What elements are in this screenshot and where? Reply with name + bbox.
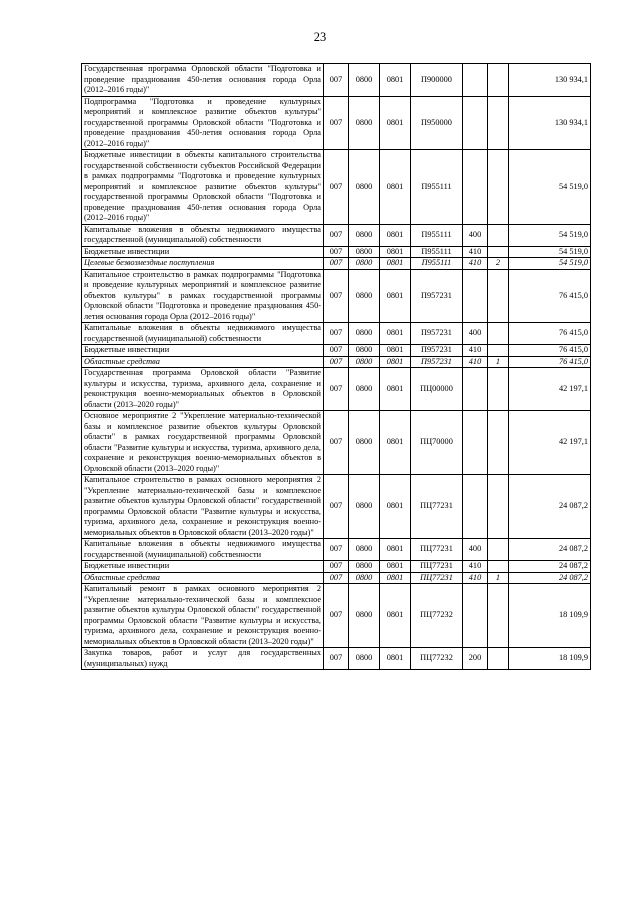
cell-expense-type — [463, 368, 488, 411]
table-row — [82, 96, 591, 150]
cell-funds-source — [488, 648, 509, 670]
cell-grbs: 007 — [324, 345, 349, 357]
cell-subsection: 0801 — [380, 345, 411, 357]
cell-section: 0800 — [349, 323, 380, 345]
cell-name: Капитальные вложения в объекты недвижимого имущества государственной (муниципальной) собственности — [82, 224, 324, 246]
cell-target-article: ПЦ70000 — [411, 411, 463, 475]
cell-amount: 54 519,0 — [509, 258, 591, 270]
cell-target-article: П957231 — [411, 269, 463, 323]
table-row — [82, 368, 591, 411]
cell-amount: 18 109,9 — [509, 584, 591, 648]
cell-funds-source: 1 — [488, 572, 509, 584]
cell-section: 0800 — [349, 258, 380, 270]
cell-section: 0800 — [349, 561, 380, 573]
cell-subsection: 0801 — [380, 475, 411, 539]
cell-expense-type: 200 — [463, 648, 488, 670]
cell-section: 0800 — [349, 356, 380, 368]
cell-name: Государственная программа Орловской области "Развитие культуры и искусства, туризма, архивного дела, сохранение и реконструкция военно-мемориальных объектов в Орловской области (2013–2020 годы)" — [82, 368, 324, 411]
cell-name: Областные средства — [82, 356, 324, 368]
table-row — [82, 246, 591, 258]
cell-name: Основное мероприятие 2 "Укрепление материально-технической базы и комплексное развитие объектов культуры Орловской области" в рамках государственной программы Орловской области "Развитие культуры и искусства, туризма, архивного дела, сохранение и реконструкция военно-мемориальных объектов в Орловской области (2013–2020 годы)" — [82, 411, 324, 475]
cell-grbs: 007 — [324, 269, 349, 323]
cell-funds-source — [488, 246, 509, 258]
table-row — [82, 539, 591, 561]
cell-section: 0800 — [349, 539, 380, 561]
table-row — [82, 475, 591, 539]
cell-grbs: 007 — [324, 64, 349, 97]
cell-funds-source — [488, 150, 509, 225]
cell-funds-source — [488, 323, 509, 345]
cell-amount: 24 087,2 — [509, 561, 591, 573]
cell-section: 0800 — [349, 224, 380, 246]
table-row — [82, 411, 591, 475]
cell-subsection: 0801 — [380, 561, 411, 573]
cell-grbs: 007 — [324, 648, 349, 670]
cell-subsection: 0801 — [380, 224, 411, 246]
table-row — [82, 323, 591, 345]
cell-expense-type — [463, 475, 488, 539]
budget-table — [81, 63, 591, 670]
cell-funds-source — [488, 584, 509, 648]
cell-funds-source — [488, 368, 509, 411]
cell-name: Государственная программа Орловской области "Подготовка и проведение празднования 450-летия основания города Орла (2012–2016 годы)" — [82, 64, 324, 97]
cell-funds-source: 2 — [488, 258, 509, 270]
cell-target-article: ПЦ77231 — [411, 561, 463, 573]
cell-subsection: 0801 — [380, 150, 411, 225]
cell-funds-source — [488, 96, 509, 150]
cell-grbs: 007 — [324, 539, 349, 561]
table-row — [82, 345, 591, 357]
table-row — [82, 572, 591, 584]
cell-target-article: ПЦ77231 — [411, 475, 463, 539]
cell-funds-source — [488, 539, 509, 561]
cell-amount: 24 087,2 — [509, 475, 591, 539]
cell-subsection: 0801 — [380, 246, 411, 258]
cell-funds-source — [488, 224, 509, 246]
cell-section: 0800 — [349, 648, 380, 670]
cell-name: Капитальное строительство в рамках подпрограммы "Подготовка и проведение культурных мероприятий и комплексное развитие объектов культуры" в рамках государственной программы Орловской области "Подготовка и проведение празднования 450-летия основания города Орла (2012–2016 годы)" — [82, 269, 324, 323]
cell-subsection: 0801 — [380, 368, 411, 411]
cell-section: 0800 — [349, 475, 380, 539]
cell-subsection: 0801 — [380, 648, 411, 670]
cell-expense-type: 400 — [463, 323, 488, 345]
cell-section: 0800 — [349, 584, 380, 648]
cell-expense-type — [463, 411, 488, 475]
cell-amount: 76 415,0 — [509, 269, 591, 323]
cell-target-article: П957231 — [411, 345, 463, 357]
cell-section: 0800 — [349, 150, 380, 225]
cell-funds-source — [488, 345, 509, 357]
cell-expense-type: 410 — [463, 258, 488, 270]
cell-name: Целевые безвозмездные поступления — [82, 258, 324, 270]
cell-name: Бюджетные инвестиции — [82, 246, 324, 258]
cell-subsection: 0801 — [380, 584, 411, 648]
cell-subsection: 0801 — [380, 539, 411, 561]
cell-grbs: 007 — [324, 475, 349, 539]
cell-expense-type — [463, 269, 488, 323]
cell-section: 0800 — [349, 345, 380, 357]
table-row — [82, 648, 591, 670]
table-row — [82, 224, 591, 246]
page-number: 23 — [313, 30, 327, 44]
cell-subsection: 0801 — [380, 572, 411, 584]
cell-funds-source — [488, 269, 509, 323]
cell-target-article: П955111 — [411, 224, 463, 246]
cell-section: 0800 — [349, 411, 380, 475]
cell-expense-type — [463, 584, 488, 648]
cell-subsection: 0801 — [380, 323, 411, 345]
cell-subsection: 0801 — [380, 64, 411, 97]
cell-amount: 130 934,1 — [509, 96, 591, 150]
cell-grbs: 007 — [324, 584, 349, 648]
cell-grbs: 007 — [324, 356, 349, 368]
cell-name: Подпрограмма "Подготовка и проведение культурных мероприятий и комплексное развитие объектов культуры" государственной программы Орловской области "Подготовка и проведение празднования 450-летия основания города Орла (2012–2016 годы)" — [82, 96, 324, 150]
table-row — [82, 561, 591, 573]
cell-funds-source: 1 — [488, 356, 509, 368]
cell-funds-source — [488, 561, 509, 573]
cell-subsection: 0801 — [380, 96, 411, 150]
cell-name: Капитальный ремонт в рамках основного мероприятия 2 "Укрепление материально-технической базы и комплексное развитие объектов культуры Орловской области" государственной программы Орловской области "Развитие культуры и искусства, туризма, архивного дела, сохранение и реконструкция военно-мемориальных объектов в Орловской области (2013–2020 годы)" — [82, 584, 324, 648]
cell-amount: 76 415,0 — [509, 345, 591, 357]
cell-section: 0800 — [349, 269, 380, 323]
cell-target-article: ПЦ77231 — [411, 572, 463, 584]
cell-expense-type: 410 — [463, 246, 488, 258]
cell-expense-type: 400 — [463, 224, 488, 246]
cell-target-article: ПЦ77232 — [411, 584, 463, 648]
cell-target-article: П955111 — [411, 246, 463, 258]
table-row — [82, 584, 591, 648]
cell-target-article: П950000 — [411, 96, 463, 150]
cell-grbs: 007 — [324, 96, 349, 150]
cell-target-article: ПЦ77231 — [411, 539, 463, 561]
cell-section: 0800 — [349, 572, 380, 584]
table-row — [82, 150, 591, 225]
cell-amount: 42 197,1 — [509, 368, 591, 411]
cell-target-article: П957231 — [411, 323, 463, 345]
cell-grbs: 007 — [324, 258, 349, 270]
cell-target-article: П955111 — [411, 258, 463, 270]
cell-funds-source — [488, 411, 509, 475]
cell-expense-type: 400 — [463, 539, 488, 561]
cell-target-article: П900000 — [411, 64, 463, 97]
cell-target-article: П957231 — [411, 356, 463, 368]
table-row — [82, 64, 591, 97]
cell-target-article: ПЦ77232 — [411, 648, 463, 670]
cell-grbs: 007 — [324, 246, 349, 258]
cell-grbs: 007 — [324, 224, 349, 246]
cell-amount: 54 519,0 — [509, 246, 591, 258]
cell-grbs: 007 — [324, 411, 349, 475]
table-row — [82, 269, 591, 323]
cell-amount: 76 415,0 — [509, 356, 591, 368]
cell-grbs: 007 — [324, 150, 349, 225]
cell-section: 0800 — [349, 64, 380, 97]
table-row — [82, 356, 591, 368]
cell-amount: 42 197,1 — [509, 411, 591, 475]
cell-target-article: ПЦ00000 — [411, 368, 463, 411]
cell-subsection: 0801 — [380, 258, 411, 270]
cell-name: Бюджетные инвестиции — [82, 561, 324, 573]
cell-name: Капитальные вложения в объекты недвижимого имущества государственной (муниципальной) собственности — [82, 323, 324, 345]
cell-expense-type: 410 — [463, 561, 488, 573]
cell-name: Капитальные вложения в объекты недвижимого имущества государственной (муниципальной) собственности — [82, 539, 324, 561]
cell-amount: 54 519,0 — [509, 224, 591, 246]
cell-expense-type: 410 — [463, 345, 488, 357]
cell-expense-type: 410 — [463, 572, 488, 584]
cell-name: Капитальное строительство в рамках основного мероприятия 2 "Укрепление материально-технической базы и комплексное развитие объектов культуры Орловской области" государственной программы Орловской области "Развитие культуры и искусства, туризма, архивного дела, сохранение и реконструкция военно-мемориальных объектов в Орловской области (2013–2020 годы)" — [82, 475, 324, 539]
cell-name: Бюджетные инвестиции — [82, 345, 324, 357]
cell-grbs: 007 — [324, 561, 349, 573]
cell-expense-type — [463, 64, 488, 97]
cell-section: 0800 — [349, 96, 380, 150]
cell-expense-type — [463, 150, 488, 225]
cell-name: Закупка товаров, работ и услуг для государственных (муниципальных) нужд — [82, 648, 324, 670]
cell-grbs: 007 — [324, 368, 349, 411]
cell-grbs: 007 — [324, 323, 349, 345]
table-row — [82, 258, 591, 270]
cell-section: 0800 — [349, 246, 380, 258]
cell-subsection: 0801 — [380, 356, 411, 368]
cell-target-article: П955111 — [411, 150, 463, 225]
cell-subsection: 0801 — [380, 269, 411, 323]
cell-name: Областные средства — [82, 572, 324, 584]
cell-amount: 24 087,2 — [509, 539, 591, 561]
cell-amount: 18 109,9 — [509, 648, 591, 670]
cell-name: Бюджетные инвестиции в объекты капитального строительства государственной собственности субъектов Российской Федерации в рамках подпрограммы "Подготовка и проведение культурных мероприятий и комплексное развитие объектов культуры" государственной программы Орловской области "Подготовка и проведение празднования 450-летия основания города Орла (2012–2016 годы)" — [82, 150, 324, 225]
cell-subsection: 0801 — [380, 411, 411, 475]
cell-funds-source — [488, 475, 509, 539]
cell-section: 0800 — [349, 368, 380, 411]
cell-amount: 54 519,0 — [509, 150, 591, 225]
cell-grbs: 007 — [324, 572, 349, 584]
cell-amount: 130 934,1 — [509, 64, 591, 97]
cell-expense-type: 410 — [463, 356, 488, 368]
cell-amount: 24 087,2 — [509, 572, 591, 584]
cell-funds-source — [488, 64, 509, 97]
cell-amount: 76 415,0 — [509, 323, 591, 345]
cell-expense-type — [463, 96, 488, 150]
